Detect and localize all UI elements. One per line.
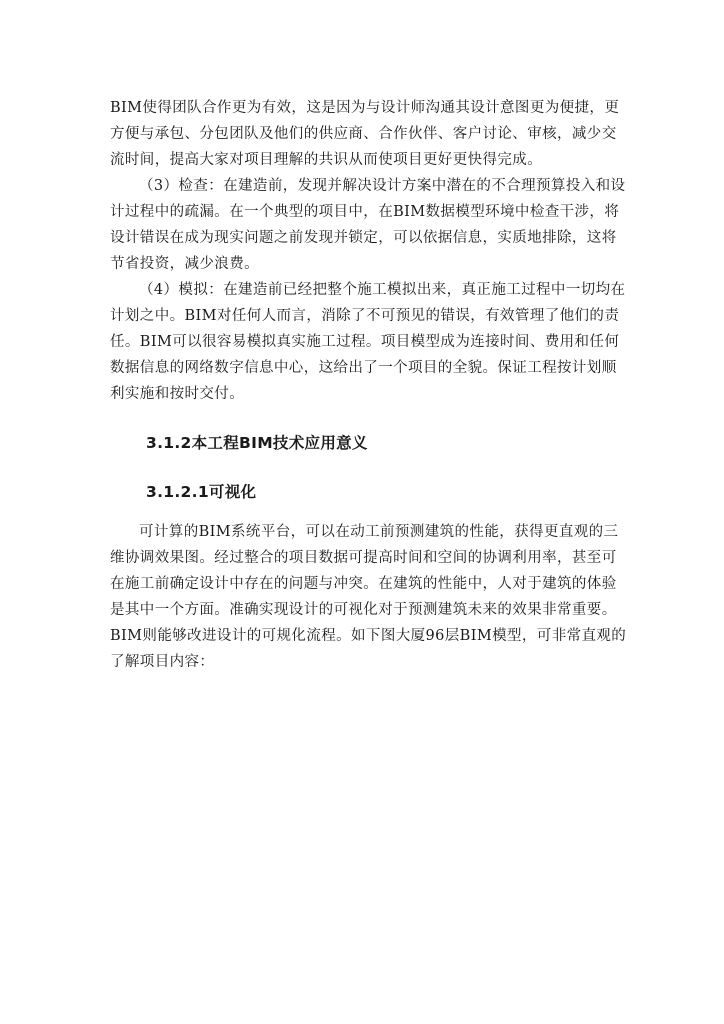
text-line: 节省投资，减少浪费。 [110,256,259,272]
text-line: 计划之中。BIM对任何人而言，消除了不可预见的错误，有效管理了他们的责 [110,308,620,324]
text-line: 是其中一个方面。准确实现设计的可视化对于预测建筑未来的效果非常重要。 [110,602,617,618]
paragraph-inspection [110,173,630,277]
text-line: 方便与承包、分包团队及他们的供应商、合作伙伴、客户讨论、审核，减少交 [110,126,617,142]
subsection-heading: 3.1.2.1可视化 [146,483,257,501]
text-line: （4）模拟：在建造前已经把整个施工模拟出来，真正施工过程中一切均在 [139,282,626,298]
text-line: 维协调效果图。经过整合的项目数据可提高时间和空间的协调利用率，甚至可 [110,550,617,566]
text-line: BIM使得团队合作更为有效，这是因为与设计师沟通其设计意图更为便捷，更 [110,100,620,116]
paragraph-visualization [110,519,630,675]
text-line: 设计错误在成为现实问题之前发现并锁定，可以依据信息，实质地排除，这将 [110,230,617,246]
text-line: 利实施和按时交付。 [110,386,245,402]
text-line: （3）检查：在建造前，发现并解决设计方案中潜在的不合理预算投入和设 [139,178,626,194]
text-line: 了解项目内容： [110,654,215,670]
paragraph-bim-collaboration [110,95,630,173]
text-line: 任。BIM可以很容易模拟真实施工过程。项目模型成为连接时间、费用和任何 [110,334,620,350]
text-line: BIM则能够改进设计的可规化流程。如下图大厦96层BIM模型，可非常直观的 [110,628,627,644]
document-body [110,95,630,675]
text-line: 可计算的BIM系统平台，可以在动工前预测建筑的性能，获得更直观的三 [139,524,619,540]
text-line: 数据信息的网络数字信息中心，这给出了一个项目的全貌。保证工程按计划顺 [110,360,617,376]
text-line: 计过程中的疏漏。在一个典型的项目中，在BIM数据模型环境中检查干涉，将 [110,204,620,220]
section-heading: 3.1.2本工程BIM技术应用意义 [146,434,368,452]
text-line: 流时间，提高大家对项目理解的共识从而使项目更好更快得完成。 [110,152,543,168]
text-line: 在施工前确定设计中存在的问题与冲突。在建筑的性能中，人对于建筑的体验 [110,576,617,592]
paragraph-simulation [110,277,630,407]
